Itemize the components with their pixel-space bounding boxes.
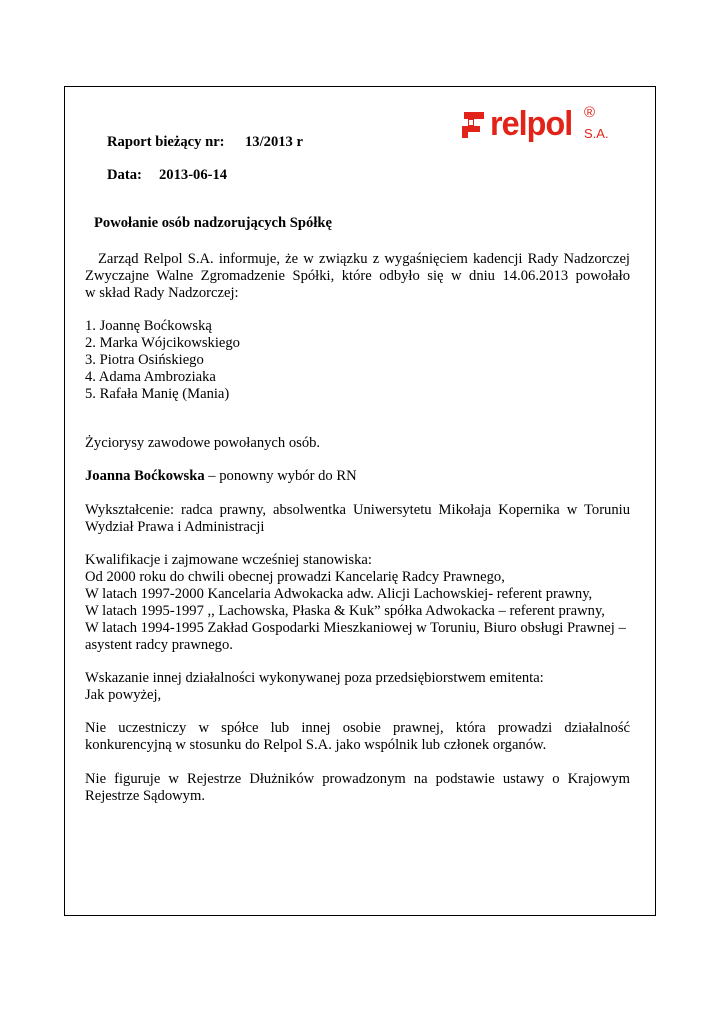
intro-line-1: Zarząd Relpol S.A. informuje, że w związku z wygaśnięciem kadencji Rady Nadzorczej bbox=[98, 251, 630, 267]
member-item: 3. Piotra Osińskiego bbox=[85, 352, 204, 368]
qualification-line: W latach 1995-1997 ,, Lachowska, Płaska & Kuk” spółka Adwokacka – referent prawny, bbox=[85, 603, 605, 619]
member-item: 2. Marka Wójcikowskiego bbox=[85, 335, 240, 351]
person-heading bbox=[85, 468, 357, 485]
relpol-logo bbox=[460, 104, 620, 154]
person-name: Joanna Boćkowska bbox=[85, 468, 205, 484]
intro-line-2: Zwyczajne Walne Zgromadzenie Spółki, które odbyło się w dniu 14.06.2013 powołało bbox=[85, 268, 630, 284]
intro-line-3: w skład Rady Nadzorczej: bbox=[85, 285, 239, 301]
logo-suffix: S.A. bbox=[584, 126, 609, 141]
education-line-2: Wydział Prawa i Administracji bbox=[85, 519, 265, 535]
competition-line-1: Nie uczestniczy w spółce lub innej osobie prawnej, która prowadzi działalność bbox=[85, 720, 630, 736]
competition-line-2: konkurencyjną w stosunku do Relpol S.A. jako wspólnik lub członek organów. bbox=[85, 737, 547, 753]
date-label: Data: bbox=[107, 167, 142, 183]
member-item: 4. Adama Ambroziaka bbox=[85, 369, 216, 385]
qualification-line: W latach 1994-1995 Zakład Gospodarki Mieszkaniowej w Toruniu, Biuro obsługi Prawnej – bbox=[85, 620, 626, 636]
qualification-line: Od 2000 roku do chwili obecnej prowadzi Kancelarię Radcy Prawnego, bbox=[85, 569, 505, 585]
other-activity-value: Jak powyżej, bbox=[85, 687, 162, 703]
member-item: 1. Joannę Boćkowską bbox=[85, 318, 212, 334]
document-title: Powołanie osób nadzorujących Spółkę bbox=[94, 215, 332, 231]
qualifications-heading: Kwalifikacje i zajmowane wcześniej stanowiska: bbox=[85, 552, 372, 568]
education-line-1: Wykształcenie: radca prawny, absolwentka Uniwersytetu Mikołaja Kopernika w Toruniu bbox=[85, 502, 630, 518]
date-value: 2013-06-14 bbox=[159, 167, 228, 183]
qualification-line: W latach 1997-2000 Kancelaria Adwokacka adw. Alicji Lachowskiej- referent prawny, bbox=[85, 586, 593, 602]
registered-mark: ® bbox=[584, 104, 596, 121]
debtors-line-1: Nie figuruje w Rejestrze Dłużników prowadzonym na podstawie ustawy o Krajowym bbox=[85, 771, 630, 787]
qualification-line: asystent radcy prawnego. bbox=[85, 637, 233, 653]
debtors-line-2: Rejestrze Sądowym. bbox=[85, 788, 205, 804]
cv-heading: Życiorysy zawodowe powołanych osób. bbox=[85, 435, 321, 451]
relpol-logo-icon bbox=[460, 110, 488, 140]
report-number: 13/2013 r bbox=[245, 134, 303, 150]
report-label: Raport bieżący nr: bbox=[107, 134, 225, 150]
member-item: 5. Rafała Manię (Mania) bbox=[85, 386, 230, 402]
person-note: – ponowny wybór do RN bbox=[204, 468, 357, 484]
other-activity-heading: Wskazanie innej działalności wykonywanej poza przedsiębiorstwem emitenta: bbox=[85, 670, 544, 686]
logo-text: relpol bbox=[490, 105, 573, 143]
